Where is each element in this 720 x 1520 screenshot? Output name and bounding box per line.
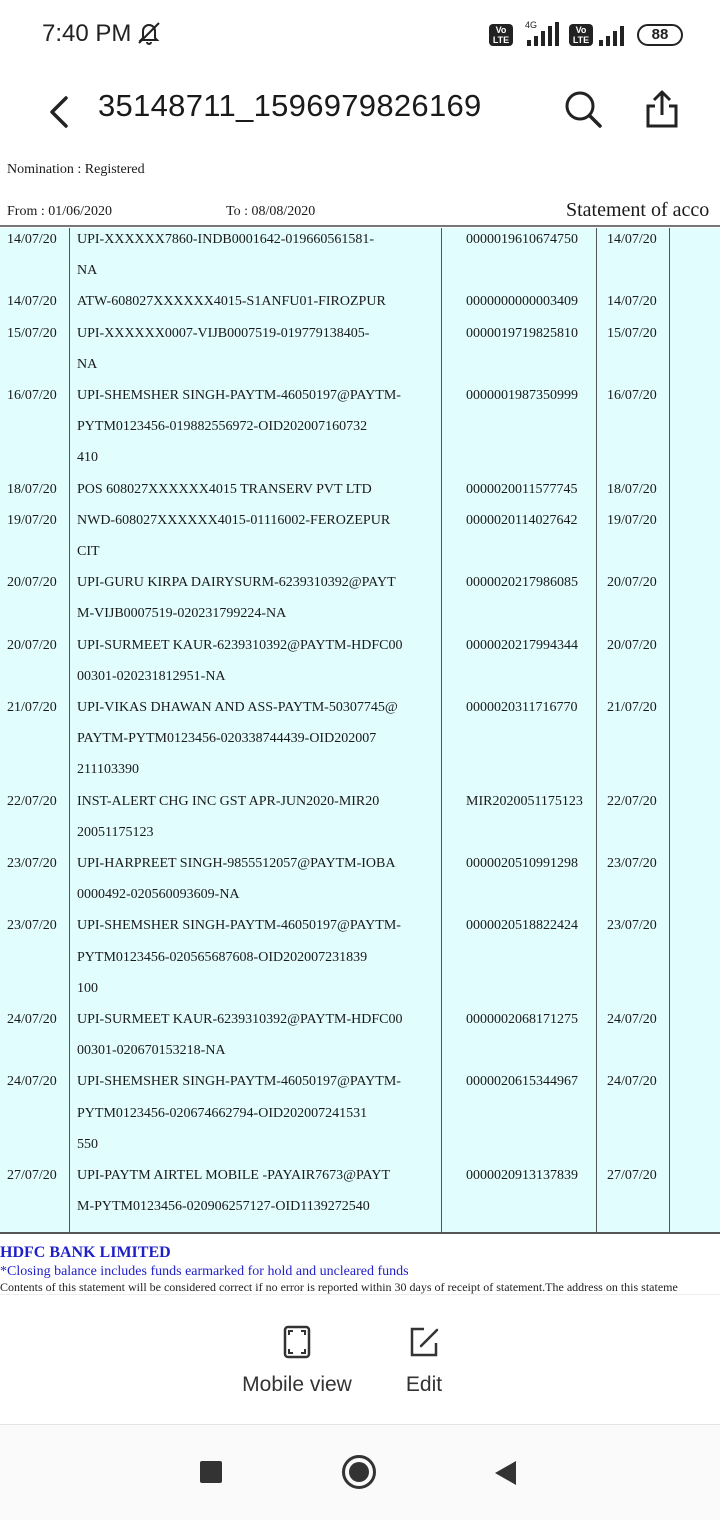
transaction-ref-number: 0000020011577745 bbox=[466, 481, 578, 497]
transaction-narration: PYTM0123456-019882556972-OID202007160732 bbox=[77, 419, 368, 435]
transaction-value-date: 14/07/20 bbox=[607, 294, 657, 310]
transaction-value-date: 16/07/20 bbox=[607, 388, 657, 403]
transaction-date: 24/07/20 bbox=[7, 1012, 57, 1027]
transaction-date: 23/07/20 bbox=[7, 856, 57, 871]
column-divider bbox=[441, 228, 442, 1233]
from-date: From : 01/06/2020 bbox=[7, 204, 113, 219]
transaction-narration: PAYTM-PYTM0123456-020338744439-OID202007 bbox=[77, 731, 377, 747]
transaction-narration: NA bbox=[77, 263, 98, 279]
transaction-ref-number: 0000020114027642 bbox=[466, 512, 578, 528]
volte-icon: Vo LTE bbox=[489, 24, 513, 46]
column-divider bbox=[596, 228, 597, 1233]
bank-name: HDFC BANK LIMITED bbox=[0, 1244, 171, 1261]
transaction-date: 15/07/20 bbox=[7, 325, 57, 341]
statement-title: Statement of acco bbox=[566, 199, 710, 221]
transaction-narration: UPI-SHEMSHER SINGH-PAYTM-46050197@PAYTM- bbox=[77, 918, 401, 934]
transaction-narration: UPI-SURMEET KAUR-6239310392@PAYTM-HDFC00 bbox=[77, 637, 403, 653]
transaction-narration: 410 bbox=[77, 450, 98, 466]
transaction-ref-number: MIR2020051175123 bbox=[466, 793, 583, 809]
signal-icon bbox=[525, 22, 559, 46]
recents-icon[interactable] bbox=[199, 1460, 223, 1484]
transaction-value-date: 19/07/20 bbox=[607, 512, 657, 528]
transaction-narration: UPI-HARPREET SINGH-9855512057@PAYTM-IOBA bbox=[77, 856, 396, 871]
transaction-narration: NA bbox=[77, 356, 98, 372]
transaction-narration: NWD-608027XXXXXX4015-01116002-FEROZEPUR bbox=[77, 512, 391, 528]
transaction-value-date: 20/07/20 bbox=[607, 637, 657, 653]
transaction-date: 16/07/20 bbox=[7, 388, 57, 403]
transaction-ref-number: 0000020913137839 bbox=[466, 1168, 578, 1183]
transaction-narration: M-VIJB0007519-020231799224-NA bbox=[77, 606, 287, 622]
transaction-value-date: 24/07/20 bbox=[607, 1074, 657, 1090]
table-top-rule bbox=[0, 225, 720, 227]
transaction-narration: UPI-PAYTM AIRTEL MOBILE -PAYAIR7673@PAYT bbox=[77, 1168, 390, 1183]
transaction-value-date: 15/07/20 bbox=[607, 325, 657, 341]
transaction-date: 19/07/20 bbox=[7, 512, 57, 528]
nomination-label: Nomination : Registered bbox=[7, 162, 145, 177]
transaction-date: 20/07/20 bbox=[7, 575, 57, 591]
transaction-date: 14/07/20 bbox=[7, 294, 57, 310]
transaction-narration: 211103390 bbox=[77, 762, 139, 778]
transaction-date: 23/07/20 bbox=[7, 918, 57, 934]
transaction-ref-number: 0000001987350999 bbox=[466, 388, 578, 403]
transaction-ref-number: 0000020518822424 bbox=[466, 918, 578, 934]
transaction-ref-number: 0000019719825810 bbox=[466, 325, 578, 341]
search-icon[interactable] bbox=[562, 88, 604, 130]
transaction-narration: CIT bbox=[77, 543, 100, 559]
transaction-narration: ATW-608027XXXXXX4015-S1ANFU01-FIROZPUR bbox=[77, 294, 386, 310]
transaction-narration: UPI-XXXXXX7860-INDB0001642-019660561581- bbox=[77, 232, 375, 247]
transaction-narration: POS 608027XXXXXX4015 TRANSERV PVT LTD bbox=[77, 481, 372, 497]
volte-icon-2: Vo LTE bbox=[569, 24, 593, 46]
mobile-view-icon bbox=[282, 1325, 312, 1359]
table-bottom-rule bbox=[0, 1232, 720, 1234]
mute-icon bbox=[136, 20, 162, 46]
transaction-narration: UPI-SHEMSHER SINGH-PAYTM-46050197@PAYTM- bbox=[77, 388, 401, 403]
battery-icon: 88 bbox=[637, 24, 683, 46]
status-time: 7:40 PM bbox=[42, 20, 132, 47]
transaction-narration: UPI-XXXXXX0007-VIJB0007519-019779138405- bbox=[77, 325, 370, 341]
transaction-ref-number: 0000019610674750 bbox=[466, 232, 578, 247]
transaction-value-date: 18/07/20 bbox=[607, 481, 657, 497]
transaction-ref-number: 0000020217994344 bbox=[466, 637, 578, 653]
transaction-narration: UPI-VIKAS DHAWAN AND ASS-PAYTM-50307745@ bbox=[77, 700, 398, 715]
transaction-narration: 00301-020231812951-NA bbox=[77, 668, 226, 684]
edit-button[interactable] bbox=[396, 1325, 452, 1397]
file-title: 35148711_1596979826169 bbox=[98, 88, 482, 123]
transaction-date: 24/07/20 bbox=[7, 1074, 57, 1090]
statement-document[interactable] bbox=[0, 152, 720, 1294]
action-bar bbox=[0, 1294, 720, 1424]
transaction-narration: UPI-GURU KIRPA DAIRYSURM-6239310392@PAYT bbox=[77, 575, 396, 591]
edit-icon bbox=[408, 1325, 440, 1359]
transaction-value-date: 24/07/20 bbox=[607, 1012, 657, 1027]
mobile-view-button[interactable] bbox=[236, 1325, 358, 1397]
transaction-narration: 00301-020670153218-NA bbox=[77, 1043, 226, 1059]
transaction-value-date: 20/07/20 bbox=[607, 575, 657, 591]
transaction-date: 27/07/20 bbox=[7, 1168, 57, 1183]
signal-icon-2 bbox=[597, 22, 631, 46]
to-date: To : 08/08/2020 bbox=[226, 204, 316, 219]
share-icon[interactable] bbox=[642, 88, 682, 130]
transaction-narration: 550 bbox=[77, 1136, 98, 1152]
transaction-value-date: 21/07/20 bbox=[607, 700, 657, 715]
transaction-date: 21/07/20 bbox=[7, 700, 57, 715]
column-divider bbox=[69, 228, 70, 1233]
transaction-value-date: 22/07/20 bbox=[607, 793, 657, 809]
transaction-narration: PYTM0123456-020674662794-OID202007241531 bbox=[77, 1105, 368, 1121]
transaction-value-date: 23/07/20 bbox=[607, 918, 657, 934]
app-bar bbox=[0, 72, 720, 152]
transaction-value-date: 14/07/20 bbox=[607, 232, 657, 247]
transaction-narration: M-PYTM0123456-020906257127-OID1139272540 bbox=[77, 1199, 370, 1215]
mobile-view-label: Mobile view bbox=[242, 1373, 352, 1396]
transaction-ref-number: 0000002068171275 bbox=[466, 1012, 578, 1027]
home-icon[interactable] bbox=[341, 1454, 377, 1490]
column-divider bbox=[669, 228, 670, 1233]
transaction-date: 14/07/20 bbox=[7, 232, 57, 247]
transaction-value-date: 23/07/20 bbox=[607, 856, 657, 871]
navigation-bar bbox=[0, 1425, 720, 1520]
status-bar bbox=[0, 0, 720, 70]
back-arrow-icon[interactable] bbox=[44, 92, 74, 132]
transaction-ref-number: 0000020311716770 bbox=[466, 700, 578, 715]
back-icon[interactable] bbox=[494, 1460, 518, 1486]
transaction-value-date: 27/07/20 bbox=[607, 1168, 657, 1183]
transaction-narration: 0000492-020560093609-NA bbox=[77, 887, 240, 903]
transaction-ref-number: 0000020615344967 bbox=[466, 1074, 578, 1090]
transaction-narration: UPI-SHEMSHER SINGH-PAYTM-46050197@PAYTM- bbox=[77, 1074, 401, 1090]
transaction-narration: 100 bbox=[77, 980, 98, 996]
transaction-narration: INST-ALERT CHG INC GST APR-JUN2020-MIR20 bbox=[77, 793, 380, 809]
transaction-date: 20/07/20 bbox=[7, 637, 57, 653]
transaction-ref-number: 0000020217986085 bbox=[466, 575, 578, 591]
transaction-date: 18/07/20 bbox=[7, 481, 57, 497]
transaction-narration: UPI-SURMEET KAUR-6239310392@PAYTM-HDFC00 bbox=[77, 1012, 403, 1027]
transaction-ref-number: 0000000000003409 bbox=[466, 294, 578, 310]
statement-disclaimer: Contents of this statement will be considered correct if no error is reported within 30 days of receipt of statement.The address on this stateme bbox=[0, 1280, 678, 1294]
closing-balance-note: *Closing balance includes funds earmarked for hold and uncleared funds bbox=[0, 1264, 409, 1279]
transaction-narration: PYTM0123456-020565687608-OID202007231839 bbox=[77, 949, 368, 965]
transaction-ref-number: 0000020510991298 bbox=[466, 856, 578, 871]
network-type: 4G bbox=[525, 20, 538, 30]
edit-label: Edit bbox=[405, 1373, 443, 1396]
transaction-narration: 20051175123 bbox=[77, 824, 154, 840]
transaction-date: 22/07/20 bbox=[7, 793, 57, 809]
